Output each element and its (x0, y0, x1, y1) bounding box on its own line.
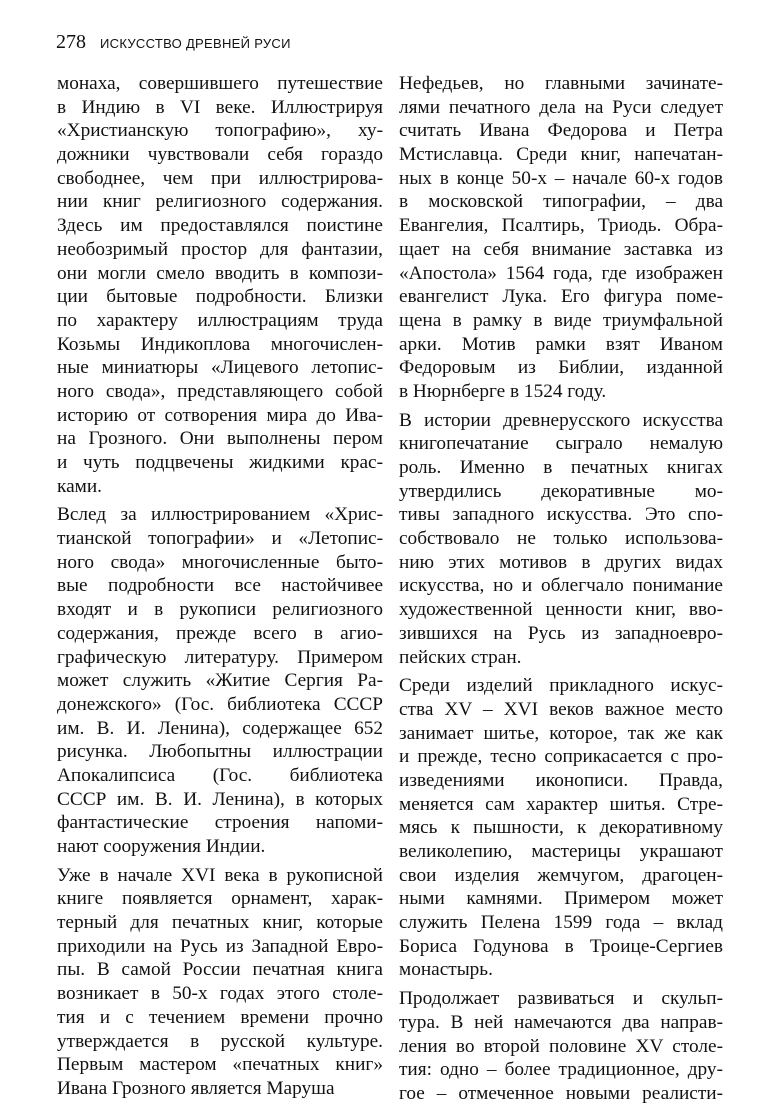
right-text-column (399, 72, 723, 1111)
text-line: пейских стран. (399, 646, 522, 668)
paragraph (399, 72, 723, 404)
text-line: В истории древнерусского искусства (399, 409, 723, 431)
text-line: ления во второй половине XV столе- (399, 1035, 723, 1057)
text-line: «Христианскую топографию», ху- (57, 120, 383, 142)
text-line: Мстиславца. Среди книг, напечатан- (399, 144, 723, 166)
text-line: ства XV – XVI веков важное место (399, 698, 723, 720)
text-line: пы. В самой России печатная книга (57, 959, 383, 981)
text-line: тура. В ней намечаются два направ- (399, 1011, 723, 1033)
text-line: ции бытовые подробности. Близки (57, 286, 383, 308)
text-line: необозримый простор для фантазии, (57, 238, 383, 260)
text-line: Козьмы Индикоплова многочислен- (57, 333, 383, 355)
running-title: ИСКУССТВО ДРЕВНЕЙ РУСИ (100, 36, 291, 51)
paragraph (57, 864, 383, 1101)
text-line: Среди изделий прикладного искус- (399, 675, 723, 697)
text-line: монаха, совершившего путешествие (57, 73, 383, 94)
text-line: служить Пелена 1599 года – вклад (399, 912, 723, 934)
text-line: свободнее, чем при иллюстрирова- (57, 167, 383, 189)
text-line: ного свода» многочисленные быто- (57, 551, 383, 573)
text-line: нии книг религиозного содержания. (57, 191, 383, 213)
text-line: книге появляется орнамент, харак- (57, 888, 383, 910)
text-line: изведениями иконописи. Правда, (399, 769, 723, 791)
text-line: дожники чувствовали себя гораздо (57, 144, 383, 166)
paragraph (399, 987, 723, 1105)
text-line: монастырь. (399, 959, 493, 981)
text-line: свои изделия жемчугом, драгоцен- (399, 864, 723, 886)
page-header (56, 31, 291, 55)
text-line: им. В. И. Ленина), содержащее 652 (57, 717, 383, 739)
text-line: Бориса Годунова в Троице-Сергиев (399, 935, 723, 957)
text-line: и чуть подцвечены жидкими крас- (57, 452, 383, 473)
text-line: тивы западного искусства. Это спо- (399, 504, 723, 526)
text-line: тианской топографии» и «Летопис- (57, 528, 383, 550)
text-line: Первым мастером «печатных книг» (57, 1054, 383, 1076)
text-line: Евангелия, Псалтирь, Триодь. Обра- (399, 215, 723, 237)
text-line: может служить «Житие Сергия Ра- (57, 670, 383, 692)
text-line: ных в конце 50-х – начале 60-х годов (399, 167, 723, 189)
text-line: вые подробности все настойчивее (57, 575, 383, 597)
text-line: великолепию, мастерицы украшают (399, 841, 723, 862)
text-line: в Индию в VI веке. Иллюстрируя (57, 96, 383, 118)
text-line: Федоровым из Библии, изданной (399, 357, 723, 379)
text-line: нию этих мотивов в других видах (399, 551, 723, 573)
text-line: тия и с течением времени прочно (57, 1006, 383, 1028)
text-line: «Апостола» 1564 года, где изображен (399, 262, 723, 284)
text-line: меняется сам характер шитья. Стре- (399, 793, 723, 815)
text-line: роль. Именно в печатных книгах (399, 457, 723, 478)
text-line: они могли смело вводить в компози- (57, 262, 383, 284)
text-line: ными камнями. Примером может (399, 888, 723, 910)
text-line: Здесь им предоставлялся поистине (57, 215, 383, 237)
text-line: тия: одно – более традиционное, дру- (399, 1059, 723, 1081)
text-line: по характеру иллюстрациям труда (57, 309, 383, 331)
text-line: рисунка. Любопытны иллюстрации (57, 741, 383, 763)
text-line: собствовало не только использова- (399, 528, 723, 550)
paragraph (57, 503, 383, 858)
paragraph (399, 409, 723, 670)
page-number: 278 (56, 31, 86, 53)
text-line: искусства, но и облегчало понимание (399, 575, 723, 597)
paragraph (57, 72, 383, 498)
text-line: Вслед за иллюстрированием «Хрис- (57, 504, 383, 526)
text-line: гое – отмеченное новыми реалисти- (399, 1082, 723, 1104)
text-line: содержания, прежде всего в агио- (57, 622, 383, 644)
text-line: Продолжает развиваться и скульп- (399, 988, 723, 1010)
text-line: приходили на Русь из Западной Евро- (57, 935, 383, 957)
text-line: занимает шитье, которое, так же как (399, 722, 723, 744)
paragraph (399, 674, 723, 982)
text-line: Апокалипсиса (Гос. библиотека (57, 764, 383, 786)
text-line: утвердились декоративные мо- (399, 480, 723, 502)
text-line: мясь к пышности, к декоративному (399, 817, 723, 839)
text-line: Нефедьев, но главными зачинате- (399, 73, 723, 94)
text-line: евангелист Лука. Его фигура поме- (399, 286, 723, 308)
text-line: ные миниатюры «Лицевого летопис- (57, 357, 383, 379)
text-line: книгопечатание сыграло немалую (399, 433, 723, 455)
text-line: лями печатного дела на Руси следует (399, 96, 723, 118)
text-line: графическую литературу. Примером (57, 646, 383, 668)
text-line: ками. (57, 475, 102, 497)
text-line: зившихся на Русь из западноевро- (399, 622, 723, 644)
text-line: арки. Мотив рамки взят Иваном (399, 333, 723, 355)
text-line: художественной ценности книг, вво- (399, 599, 723, 621)
text-line: считать Ивана Федорова и Петра (399, 120, 723, 142)
text-line: утверждается в русской культуре. (57, 1030, 383, 1052)
text-line: в Нюрнберге в 1524 году. (399, 380, 607, 402)
text-line: нают сооружения Индии. (57, 836, 266, 857)
text-line: щена в рамку в виде триумфальной (399, 309, 723, 331)
text-line: щает на себя внимание заставка из (399, 238, 723, 260)
text-line: фантастические строения напоми- (57, 812, 383, 834)
text-line: ного свода», представляющего собой (57, 380, 383, 402)
text-line: на Грозного. Они выполнены пером (57, 428, 383, 450)
text-line: Уже в начале XVI века в рукописной (57, 864, 383, 886)
left-text-column (57, 72, 383, 1106)
text-line: входят и в рукописи религиозного (57, 599, 383, 621)
text-line: СССР им. В. И. Ленина), в которых (57, 788, 383, 810)
text-line: терный для печатных книг, которые (57, 912, 383, 934)
text-line: и прежде, тесно соприкасается с про- (399, 746, 723, 768)
text-line: возникает в 50-х годах этого столе- (57, 983, 383, 1005)
text-line: донежского» (Гос. библиотека СССР (57, 693, 383, 715)
text-line: Ивана Грозного является Маруша (57, 1077, 335, 1099)
text-line: историю от сотворения мира до Ива- (57, 404, 383, 426)
text-line: в московской типографии, – два (399, 191, 723, 213)
